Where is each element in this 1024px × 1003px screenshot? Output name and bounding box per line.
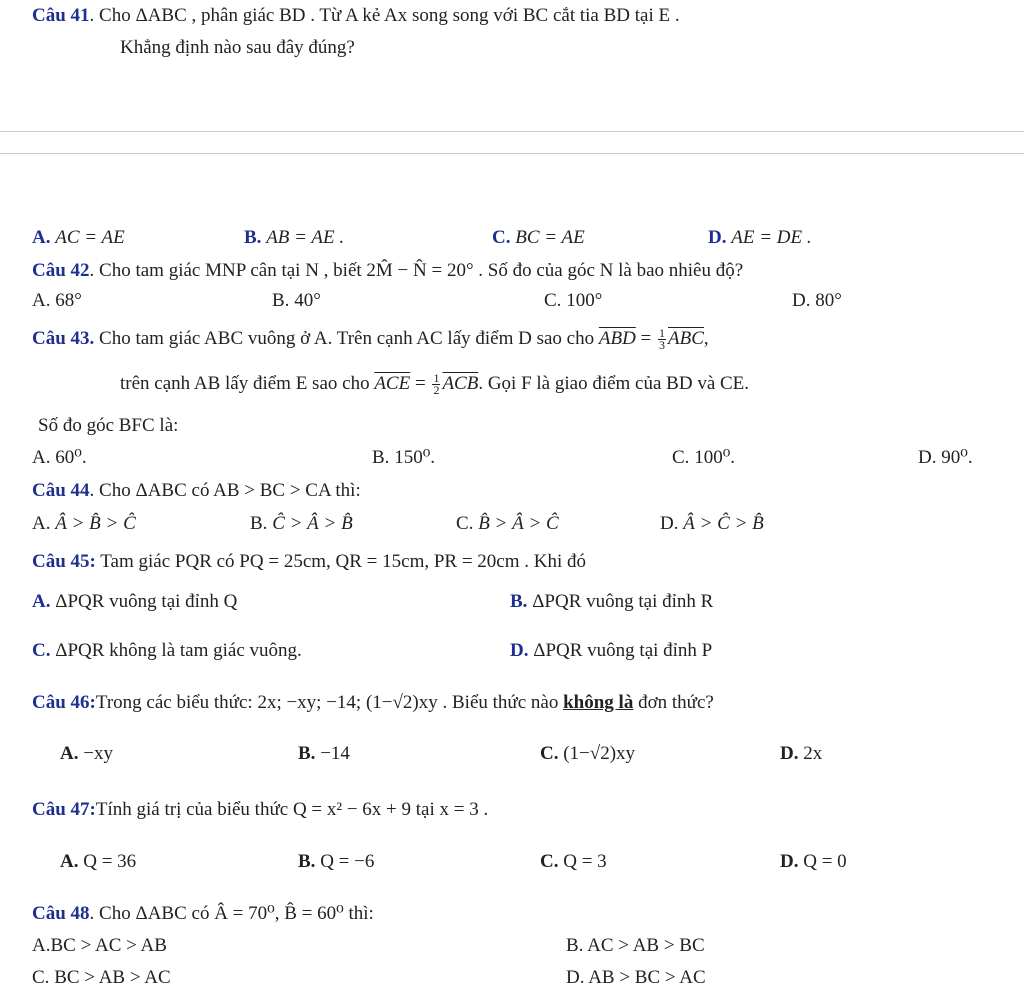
q45-option-d[interactable]: D. ΔPQR vuông tại đỉnh P [510,640,713,661]
q48-option-c[interactable]: C. BC > AB > AC [32,967,171,988]
q41-option-d[interactable]: D. AE = DE . [708,227,812,248]
q47-label: Câu 47: [32,799,96,820]
q43-option-a[interactable]: A. 60⁰. [32,447,87,468]
q48-line [32,902,374,926]
q48-option-a[interactable]: A.BC > AC > AB [32,935,167,956]
q47-option-a[interactable]: A. Q = 36 [60,851,137,872]
q45-option-b[interactable]: B. ΔPQR vuông tại đỉnh R [510,591,714,612]
q41-line2: Khẳng định nào sau đây đúng? [120,37,355,58]
q43-label: Câu 43. [32,328,95,349]
q46-line: Câu 46:Trong các biểu thức: 2x; −xy; −14; (1−√2)xy . Biểu thức nào không là đơn thức? [32,692,714,713]
q41-option-b[interactable]: B. AB = AE . [244,227,345,248]
q44-option-c[interactable]: C. B̂ > Â > Ĉ [456,513,559,534]
q46-label: Câu 46: [32,692,96,713]
q42-option-d[interactable]: D. 80° [792,290,842,311]
q43-line3: Số đo góc BFC là: [38,415,179,436]
q42-line [32,259,743,283]
q45-text: Tam giác PQR có PQ = 25cm, QR = 15cm, PR = 20cm . Khi đó [95,551,587,572]
q43-line1: Câu 43. Cho tam giác ABC vuông ở A. Trên cạnh AC lấy điểm D sao cho $\overline{ABD}$ = $\frac{1}{3}$ $\overline{ABC}$, [32,326,709,353]
q41-option-c[interactable]: C. BC = AE [492,227,585,248]
q48-option-b[interactable]: B. AC > AB > BC [566,935,705,956]
q42-text: . Cho tam giác MNP cân tại N , biết 2M̂ − N̂ = 20° . Số đo của góc N là bao nhiêu độ? [89,260,744,281]
q44-option-d[interactable]: D. Â > Ĉ > B̂ [660,513,764,534]
q42-option-c[interactable]: C. 100° [544,290,603,311]
q46-option-b[interactable]: B. −14 [298,743,350,764]
q42-option-b[interactable]: B. 40° [272,290,321,311]
q44-text: . Cho ΔABC có AB > BC > CA thì: [89,480,361,501]
q45-label: Câu 45: [32,551,96,572]
fraction-one-third: $\frac{1}{3}$ [659,326,666,353]
q45-option-a[interactable]: A. ΔPQR vuông tại đỉnh Q [32,591,238,612]
angle-abc: $\overline{ABC}$ [668,328,704,349]
q41-label: Câu 41 [32,5,90,26]
angle-acb: $\overline{ACB}$ [442,373,479,394]
q46-option-d[interactable]: D. 2x [780,743,823,764]
q42-label: Câu 42 [32,260,90,281]
fraction-one-half: $\frac{1}{2}$ [433,371,440,398]
q44-option-a[interactable]: A. Â > B̂ > Ĉ [32,513,136,534]
q46-option-c[interactable]: C. (1−√2)xy [540,743,636,764]
divider-top [0,131,1024,132]
q43-line2: trên cạnh AB lấy điểm E sao cho $\overline{ACE}$ = $\frac{1}{2}$ $\overline{ACB}$. Gọi F là giao điểm của BD và CE. [120,371,750,398]
q41-text: . Cho ΔABC , phân giác BD . Từ A kẻ Ax song song với BC cắt tia BD tại E . [89,5,680,26]
q48-text: . Cho ΔABC có Â = 70⁰, B̂ = 60⁰ thì: [89,903,374,924]
q45-line [32,550,586,574]
angle-ace: $\overline{ACE}$ [374,373,411,394]
q47-option-b[interactable]: B. Q = −6 [298,851,375,872]
q42-option-a[interactable]: A. 68° [32,290,82,311]
q46-option-a[interactable]: A. −xy [60,743,113,764]
q45-option-c[interactable]: C. ΔPQR không là tam giác vuông. [32,640,302,661]
q43-option-b[interactable]: B. 150⁰. [372,447,436,468]
q47-text: Tính giá trị của biểu thức Q = x² − 6x + 9 tại x = 3 . [95,799,489,820]
q48-label: Câu 48 [32,903,90,924]
q41-line1 [32,4,680,28]
q44-option-b[interactable]: B. Ĉ > Â > B̂ [250,513,353,534]
q44-line [32,479,361,503]
q47-option-c[interactable]: C. Q = 3 [540,851,607,872]
q47-line [32,798,488,822]
q47-option-d[interactable]: D. Q = 0 [780,851,847,872]
q41-option-a[interactable]: A. AC = AE [32,227,125,248]
q43-option-c[interactable]: C. 100⁰. [672,447,736,468]
q43-option-d[interactable]: D. 90⁰. [918,447,973,468]
angle-abd: $\overline{ABD}$ [598,328,636,349]
q48-option-d[interactable]: D. AB > BC > AC [566,967,706,988]
divider-bottom [0,153,1024,154]
q46-emphasis: không là [563,692,634,713]
q44-label: Câu 44 [32,480,90,501]
